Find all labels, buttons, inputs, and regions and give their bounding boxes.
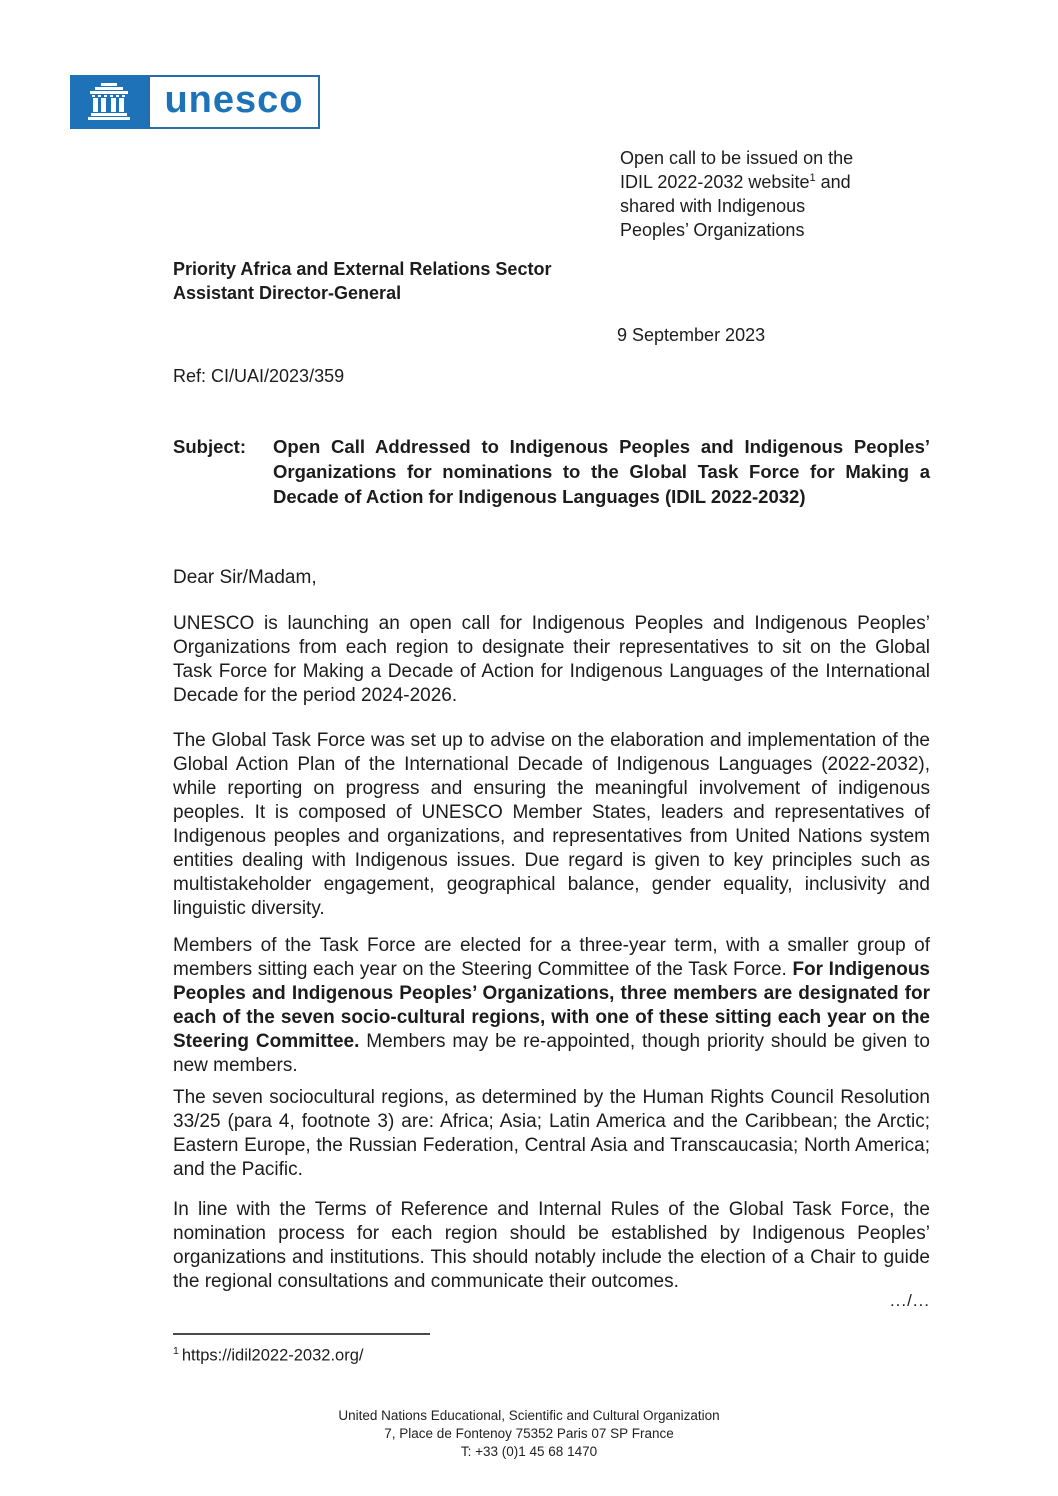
distribution-note [620,146,900,242]
footnote-url: https://idil2022-2032.org/ [181,1346,364,1365]
unesco-emblem [70,75,148,129]
footnote [173,1345,363,1366]
body-paragraph: The Global Task Force was set up to advise on the elaboration and implementation of the Global Action Plan of the International Decade of Indigenous Languages (2022-2032), while reporting on progress and ensuring the meaningful involvement of indigenous peoples. It is composed of UNESCO Member States, leaders and representatives of Indigenous peoples and organizations, and representatives from United Nations system entities dealing with Indigenous issues. Due regard is given to key principles such as multistakeholder engagement, geographical balance, gender equality, inclusivity and linguistic diversity. [173,730,930,919]
continuation-mark: .../... [889,1291,930,1310]
distribution-note-line: Open call to be issued on the [620,148,854,168]
subject-text: Open Call Addressed to Indigenous Peoples and Indigenous Peoples’ Organizations for nominations to the Global Task Force for Making a Decade of Action for Indigenous Languages (IDIL 2022-2032) [273,436,930,507]
body-paragraph: UNESCO is launching an open call for Indigenous Peoples and Indigenous Peoples’ Organizations from each region to designate their representatives to sit on the Global Task Force for Making a Decade of Action for Indigenous Languages of the International Decade for the period 2024-2026. [173,613,930,706]
letter-date: 9 September 2023 [617,325,766,345]
footer-org-name: United Nations Educational, Scientific and Cultural Organization [338,1408,720,1423]
unesco-temple-icon [86,83,132,121]
body-paragraph: Members of the Task Force are elected for a three-year term, with a smaller group of members sitting each year on the Steering Committee of the Task Force. For Indigenous Peoples and Indigenous Peoples’ Organizations, three members are designated for each of the seven socio-cultural regions, with one of these sitting each year on the Steering Committee. Members may be re-appointed, though priority should be given to new members. [173,935,930,1076]
unesco-wordmark-box [148,75,320,129]
sender-title: Assistant Director-General [173,283,402,303]
body-paragraph: The seven sociocultural regions, as determined by the Human Rights Council Resolution 33/25 (para 4, footnote 3) are: Africa; Asia; Latin America and the Caribbean; the Arctic; Eastern Europe, the Russian Federation, Central Asia and Transcaucasia; North America; and the Pacific. [173,1087,930,1180]
distribution-note-line: IDIL 2022-2032 website$^1$ and [620,172,851,192]
subject-block [173,434,930,509]
sender-sector: Priority Africa and External Relations Sector [173,259,552,279]
footnote-separator [173,1333,430,1335]
subject-label: Subject: [173,436,246,457]
body-paragraph: In line with the Terms of Reference and Internal Rules of the Global Task Force, the nomination process for each region should be established by Indigenous Peoples’ organizations and institutions. This should notably include the election of a Chair to guide the regional consultations and communicate their outcomes. [173,1199,930,1292]
unesco-wordmark: unesco [164,79,304,121]
footer-address: 7, Place de Fontenoy 75352 Paris 07 SP France [384,1426,674,1441]
sender-block [173,257,551,305]
salutation: Dear Sir/Madam, [173,567,317,588]
distribution-note-line: shared with Indigenous [620,196,806,216]
footnote-marker: 1 [173,1345,179,1357]
page-footer [0,1407,1058,1461]
distribution-note-line: Peoples’ Organizations [620,220,805,240]
footer-phone: T: +33 (0)1 45 68 1470 [460,1444,598,1459]
unesco-logo [70,75,320,129]
reference-number: Ref: CI/UAI/2023/359 [173,366,345,386]
